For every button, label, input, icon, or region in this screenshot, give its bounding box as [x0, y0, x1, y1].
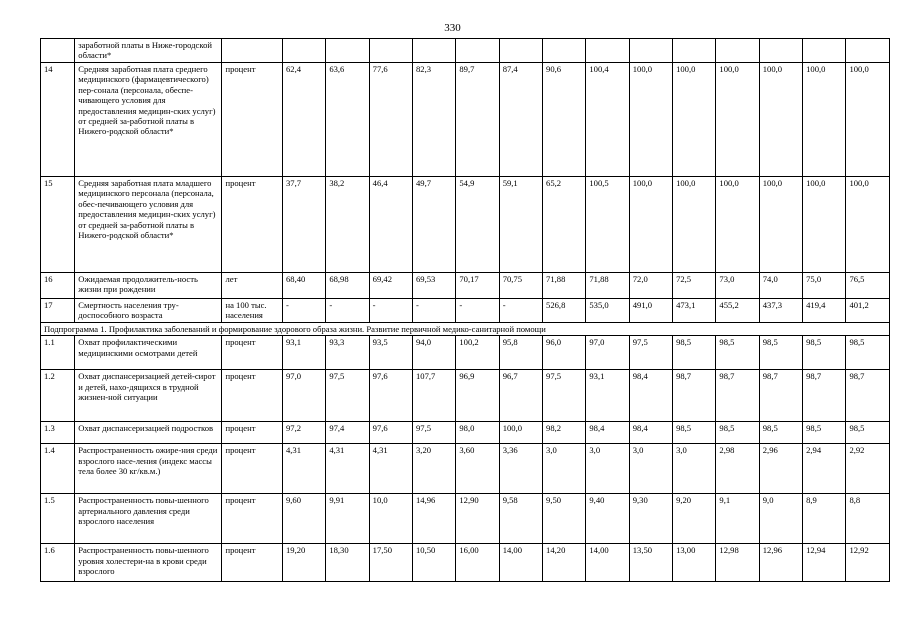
value-cell: 107,7 — [413, 370, 456, 422]
unit-cell: процент — [222, 544, 282, 582]
value-cell: 54,9 — [456, 177, 499, 273]
value-cell: 93,3 — [326, 336, 369, 370]
value-cell: 100,2 — [456, 336, 499, 370]
value-cell: 100,0 — [759, 63, 802, 177]
value-cell — [413, 39, 456, 63]
value-cell: 97,5 — [413, 422, 456, 444]
value-cell: 98,0 — [456, 422, 499, 444]
row-number: 15 — [41, 177, 75, 273]
unit-cell: на 100 тыс. населения — [222, 299, 282, 323]
value-cell: 100,0 — [716, 177, 759, 273]
unit-cell: процент — [222, 336, 282, 370]
value-cell: 69,42 — [369, 273, 412, 299]
value-cell: 100,0 — [629, 177, 672, 273]
value-cell — [759, 39, 802, 63]
indicator-name: Распространенность повы-шенного уровня холестери-на в крови среди взрослого — [75, 544, 222, 582]
value-cell: 3,0 — [586, 444, 629, 494]
value-cell: 526,8 — [543, 299, 586, 323]
value-cell: 59,1 — [499, 177, 542, 273]
table-row — [41, 494, 890, 544]
value-cell: 68,40 — [282, 273, 325, 299]
value-cell: 18,30 — [326, 544, 369, 582]
value-cell: 93,1 — [282, 336, 325, 370]
value-cell — [673, 39, 716, 63]
value-cell: 93,1 — [586, 370, 629, 422]
value-cell: - — [456, 299, 499, 323]
value-cell: 62,4 — [282, 63, 325, 177]
value-cell: 96,9 — [456, 370, 499, 422]
value-cell: 12,96 — [759, 544, 802, 582]
value-cell: 38,2 — [326, 177, 369, 273]
indicator-name: Распространенность ожире-ния среди взрослого насе-ления (индекс массы тела более 30 кг/кв.м.) — [75, 444, 222, 494]
table-row — [41, 39, 890, 63]
value-cell: 437,3 — [759, 299, 802, 323]
row-number: 1.3 — [41, 422, 75, 444]
value-cell — [716, 39, 759, 63]
table-row — [41, 444, 890, 494]
value-cell: 89,7 — [456, 63, 499, 177]
value-cell: 9,58 — [499, 494, 542, 544]
value-cell — [456, 39, 499, 63]
value-cell: 14,00 — [499, 544, 542, 582]
row-number: 17 — [41, 299, 75, 323]
table-row — [41, 273, 890, 299]
value-cell: 12,90 — [456, 494, 499, 544]
value-cell: 100,0 — [499, 422, 542, 444]
value-cell — [499, 39, 542, 63]
value-cell: 10,0 — [369, 494, 412, 544]
value-cell: 97,5 — [326, 370, 369, 422]
value-cell: 2,94 — [803, 444, 846, 494]
value-cell: 77,6 — [369, 63, 412, 177]
value-cell: 98,4 — [586, 422, 629, 444]
value-cell: 9,0 — [759, 494, 802, 544]
value-cell: 94,0 — [413, 336, 456, 370]
value-cell: 73,0 — [716, 273, 759, 299]
table-row — [41, 177, 890, 273]
row-number: 1.5 — [41, 494, 75, 544]
value-cell: 98,7 — [803, 370, 846, 422]
indicator-name: Средняя заработная плата среднего медицинского (фармацевтического) пер-сонала (персонала, обеспе-чивающего условия для предоставления медицин-ских услуг) от средней за-работной платы в Нижего-родской области* — [75, 63, 222, 177]
value-cell: - — [369, 299, 412, 323]
value-cell: 100,0 — [716, 63, 759, 177]
table-row — [41, 336, 890, 370]
value-cell: 9,40 — [586, 494, 629, 544]
unit-cell: процент — [222, 177, 282, 273]
indicator-name: Распространенность повы-шенного артериального давления среди взрослого населения — [75, 494, 222, 544]
indicator-name: Ожидаемая продолжитель-ность жизни при рождении — [75, 273, 222, 299]
value-cell: 65,2 — [543, 177, 586, 273]
value-cell: 68,98 — [326, 273, 369, 299]
value-cell: 97,6 — [369, 422, 412, 444]
value-cell — [326, 39, 369, 63]
value-cell: 100,0 — [846, 63, 890, 177]
value-cell — [629, 39, 672, 63]
table-row — [41, 299, 890, 323]
value-cell: 13,50 — [629, 544, 672, 582]
value-cell: 98,7 — [759, 370, 802, 422]
value-cell: 100,0 — [673, 63, 716, 177]
value-cell: 49,7 — [413, 177, 456, 273]
value-cell: 14,96 — [413, 494, 456, 544]
value-cell: - — [282, 299, 325, 323]
value-cell: 63,6 — [326, 63, 369, 177]
value-cell: 98,5 — [846, 336, 890, 370]
value-cell: 37,7 — [282, 177, 325, 273]
value-cell: 98,5 — [803, 422, 846, 444]
value-cell: 75,0 — [803, 273, 846, 299]
value-cell: 455,2 — [716, 299, 759, 323]
value-cell: 2,92 — [846, 444, 890, 494]
value-cell: 9,30 — [629, 494, 672, 544]
value-cell: 98,4 — [629, 370, 672, 422]
unit-cell: процент — [222, 444, 282, 494]
value-cell: 473,1 — [673, 299, 716, 323]
value-cell: 98,5 — [716, 422, 759, 444]
value-cell: 8,8 — [846, 494, 890, 544]
value-cell: 76,5 — [846, 273, 890, 299]
indicators-table — [40, 38, 890, 582]
row-number: 1.4 — [41, 444, 75, 494]
value-cell: 72,0 — [629, 273, 672, 299]
value-cell: 3,0 — [543, 444, 586, 494]
row-number: 1.1 — [41, 336, 75, 370]
value-cell: 14,00 — [586, 544, 629, 582]
value-cell: 96,7 — [499, 370, 542, 422]
value-cell: 98,7 — [846, 370, 890, 422]
value-cell: 8,9 — [803, 494, 846, 544]
value-cell: 87,4 — [499, 63, 542, 177]
row-number: 16 — [41, 273, 75, 299]
table-row — [41, 370, 890, 422]
value-cell: 98,5 — [803, 336, 846, 370]
value-cell: 3,0 — [673, 444, 716, 494]
value-cell — [369, 39, 412, 63]
value-cell: 98,5 — [716, 336, 759, 370]
value-cell: 46,4 — [369, 177, 412, 273]
unit-cell: процент — [222, 422, 282, 444]
value-cell: 97,5 — [543, 370, 586, 422]
value-cell: 17,50 — [369, 544, 412, 582]
value-cell: 2,96 — [759, 444, 802, 494]
value-cell: 98,5 — [673, 336, 716, 370]
value-cell: 98,5 — [846, 422, 890, 444]
value-cell: 96,0 — [543, 336, 586, 370]
indicator-name: Охват профилактическими медицинскими осмотрами детей — [75, 336, 222, 370]
value-cell: 98,7 — [716, 370, 759, 422]
value-cell: 3,0 — [629, 444, 672, 494]
unit-cell: процент — [222, 494, 282, 544]
value-cell: 100,0 — [629, 63, 672, 177]
value-cell: 12,94 — [803, 544, 846, 582]
unit-cell — [222, 39, 282, 63]
value-cell: 97,5 — [629, 336, 672, 370]
value-cell: 98,5 — [673, 422, 716, 444]
value-cell: 98,5 — [759, 422, 802, 444]
value-cell: 97,6 — [369, 370, 412, 422]
value-cell — [846, 39, 890, 63]
value-cell: 82,3 — [413, 63, 456, 177]
value-cell: 3,36 — [499, 444, 542, 494]
value-cell: 4,31 — [369, 444, 412, 494]
value-cell: 16,00 — [456, 544, 499, 582]
value-cell: - — [499, 299, 542, 323]
indicator-name: Средняя заработная плата младшего медицинского персонала (персонала, обес-печивающего условия для предоставления медицин-ских услуг) от средней за-работной платы в Нижего-родской области* — [75, 177, 222, 273]
row-number: 14 — [41, 63, 75, 177]
value-cell: 93,5 — [369, 336, 412, 370]
value-cell: 95,8 — [499, 336, 542, 370]
value-cell: 401,2 — [846, 299, 890, 323]
section-heading: Подпрограмма 1. Профилактика заболеваний и формирование здорового образа жизни. Развитие первичной медико-санитарной помощи — [41, 323, 890, 336]
value-cell: 98,5 — [759, 336, 802, 370]
row-number — [41, 39, 75, 63]
value-cell: 100,0 — [803, 177, 846, 273]
value-cell: 3,60 — [456, 444, 499, 494]
value-cell: 98,2 — [543, 422, 586, 444]
table-row — [41, 544, 890, 582]
value-cell: 98,7 — [673, 370, 716, 422]
value-cell: 97,2 — [282, 422, 325, 444]
value-cell: 100,0 — [803, 63, 846, 177]
indicator-name: Смертность населения тру-доспособного возраста — [75, 299, 222, 323]
value-cell: 100,0 — [673, 177, 716, 273]
value-cell — [586, 39, 629, 63]
value-cell: 12,92 — [846, 544, 890, 582]
value-cell: 71,88 — [586, 273, 629, 299]
value-cell: 72,5 — [673, 273, 716, 299]
value-cell: 71,88 — [543, 273, 586, 299]
value-cell: 535,0 — [586, 299, 629, 323]
value-cell: 10,50 — [413, 544, 456, 582]
value-cell: 100,0 — [759, 177, 802, 273]
value-cell: 9,91 — [326, 494, 369, 544]
indicator-name: Охват диспансеризацией детей-сирот и детей, нахо-дящихся в трудной жизнен-ной ситуации — [75, 370, 222, 422]
value-cell: 74,0 — [759, 273, 802, 299]
value-cell: 14,20 — [543, 544, 586, 582]
value-cell: 3,20 — [413, 444, 456, 494]
value-cell: 69,53 — [413, 273, 456, 299]
section-row — [41, 323, 890, 336]
value-cell: 12,98 — [716, 544, 759, 582]
page-number: 330 — [444, 22, 461, 34]
row-number: 1.6 — [41, 544, 75, 582]
value-cell: 97,4 — [326, 422, 369, 444]
value-cell: 491,0 — [629, 299, 672, 323]
value-cell: 90,6 — [543, 63, 586, 177]
value-cell: 100,4 — [586, 63, 629, 177]
value-cell: 419,4 — [803, 299, 846, 323]
value-cell: 4,31 — [326, 444, 369, 494]
row-number: 1.2 — [41, 370, 75, 422]
value-cell: 97,0 — [282, 370, 325, 422]
value-cell: - — [413, 299, 456, 323]
value-cell: - — [326, 299, 369, 323]
indicator-name: заработной платы в Ниже-городской области* — [75, 39, 222, 63]
value-cell: 9,20 — [673, 494, 716, 544]
value-cell — [282, 39, 325, 63]
value-cell: 100,5 — [586, 177, 629, 273]
value-cell: 97,0 — [586, 336, 629, 370]
unit-cell: процент — [222, 63, 282, 177]
value-cell — [543, 39, 586, 63]
unit-cell: лет — [222, 273, 282, 299]
value-cell: 9,60 — [282, 494, 325, 544]
indicator-name: Охват диспансеризацией подростков — [75, 422, 222, 444]
value-cell: 13,00 — [673, 544, 716, 582]
value-cell: 9,50 — [543, 494, 586, 544]
value-cell: 70,17 — [456, 273, 499, 299]
value-cell: 4,31 — [282, 444, 325, 494]
value-cell: 100,0 — [846, 177, 890, 273]
table-row — [41, 63, 890, 177]
unit-cell: процент — [222, 370, 282, 422]
value-cell: 19,20 — [282, 544, 325, 582]
value-cell: 2,98 — [716, 444, 759, 494]
table-row — [41, 422, 890, 444]
value-cell: 70,75 — [499, 273, 542, 299]
value-cell: 98,4 — [629, 422, 672, 444]
value-cell: 9,1 — [716, 494, 759, 544]
value-cell — [803, 39, 846, 63]
